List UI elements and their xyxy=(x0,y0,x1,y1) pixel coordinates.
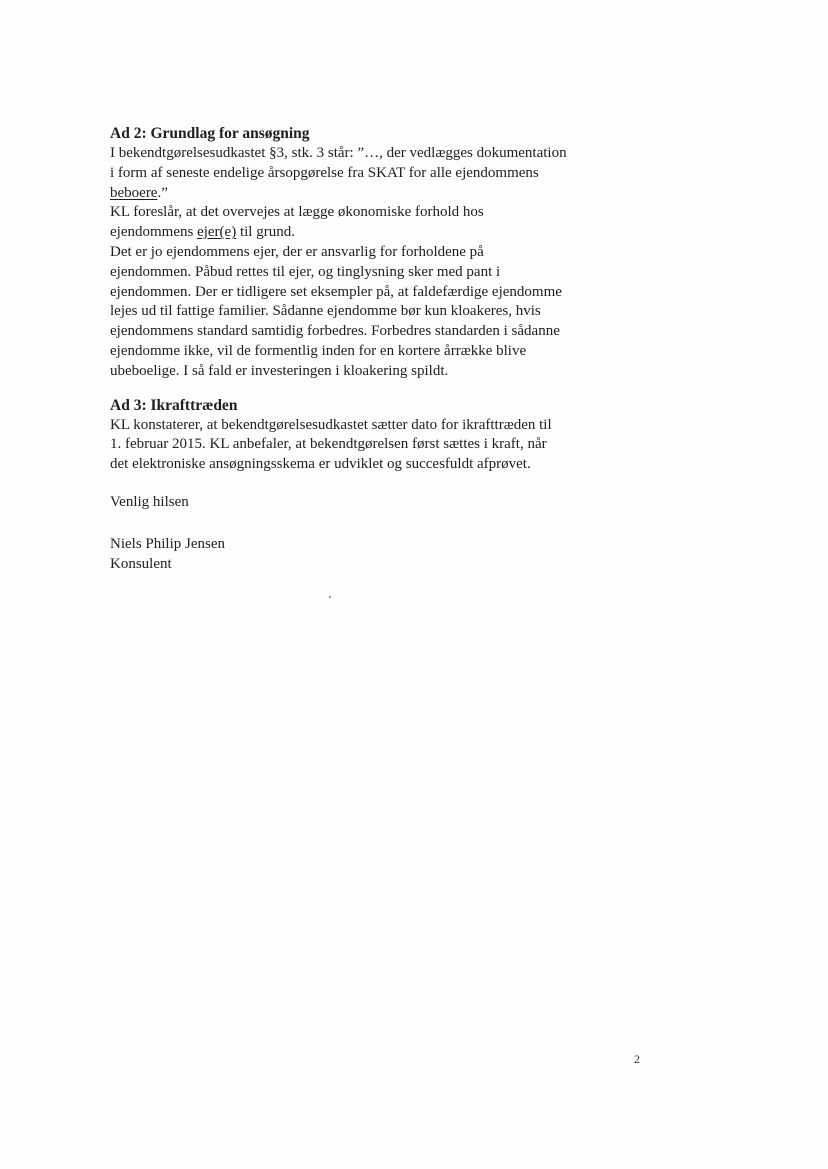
underlined-beboere: beboere xyxy=(110,184,158,201)
section-2 xyxy=(110,124,610,382)
scan-speck xyxy=(329,596,331,598)
section-2-heading: Ad 2: Grundlag for ansøgning xyxy=(110,125,310,142)
section-3-line: 1. februar 2015. KL anbefaler, at bekendtgørelsen først sættes i kraft, når xyxy=(110,436,547,453)
section-2-para-2-line: Det er jo ejendommens ejer, der er ansvarlig for forholdene på xyxy=(110,243,484,260)
section-2-line-2: i form af seneste endelige årsopgørelse fra SKAT for alle ejendommens xyxy=(110,164,539,181)
section-3-heading: Ad 3: Ikrafttræden xyxy=(110,396,238,414)
signatory-title: Konsulent xyxy=(110,555,172,572)
greeting: Venlig hilsen xyxy=(110,493,189,510)
closing xyxy=(110,493,610,574)
section-2-para-2-line: ejendommen. Påbud rettes til ejer, og tinglysning sker med pant i xyxy=(110,263,501,280)
section-2-line-4: KL foreslår, at det overvejes at lægge økonomiske forhold hos xyxy=(110,204,484,221)
section-2-para-2-line: lejes ud til fattige familier. Sådanne ejendomme bør kun kloakeres, hvis xyxy=(110,303,541,320)
section-2-line-1: I bekendtgørelsesudkastet §3, stk. 3 står: ”…, der vedlægges dokumentation xyxy=(110,145,567,161)
section-3-line: KL konstaterer, at bekendtgørelsesudkastet sætter dato for ikrafttræden til xyxy=(110,416,552,433)
section-2-para-2-line: ejendommens standard samtidig forbedres. Forbedres standarden i sådanne xyxy=(110,323,560,340)
section-3 xyxy=(110,396,610,475)
section-3-line: det elektroniske ansøgningsskema er udviklet og succesfuldt afprøvet. xyxy=(110,456,531,473)
section-2-para-2-line: ejendommen. Der er tidligere set eksempler på, at faldefærdige ejendomme xyxy=(110,283,562,300)
signatory-name: Niels Philip Jensen xyxy=(110,535,225,552)
underlined-ejer: ejer(e) xyxy=(197,224,237,241)
section-2-line-3 xyxy=(110,184,610,204)
section-2-line-5 xyxy=(110,223,610,243)
quote-close: .” xyxy=(157,184,168,201)
section-2-para-2-line: ejendomme ikke, vil de formentlig inden for en kortere årrække blive xyxy=(110,342,527,359)
line-5-pre: ejendommens xyxy=(110,224,198,241)
line-5-post: til grund. xyxy=(236,224,295,241)
letter-body xyxy=(110,124,610,574)
page-number: 2 xyxy=(634,1052,640,1066)
section-2-para-2-line: ubeboelige. I så fald er investeringen i kloakering spildt. xyxy=(110,362,449,379)
